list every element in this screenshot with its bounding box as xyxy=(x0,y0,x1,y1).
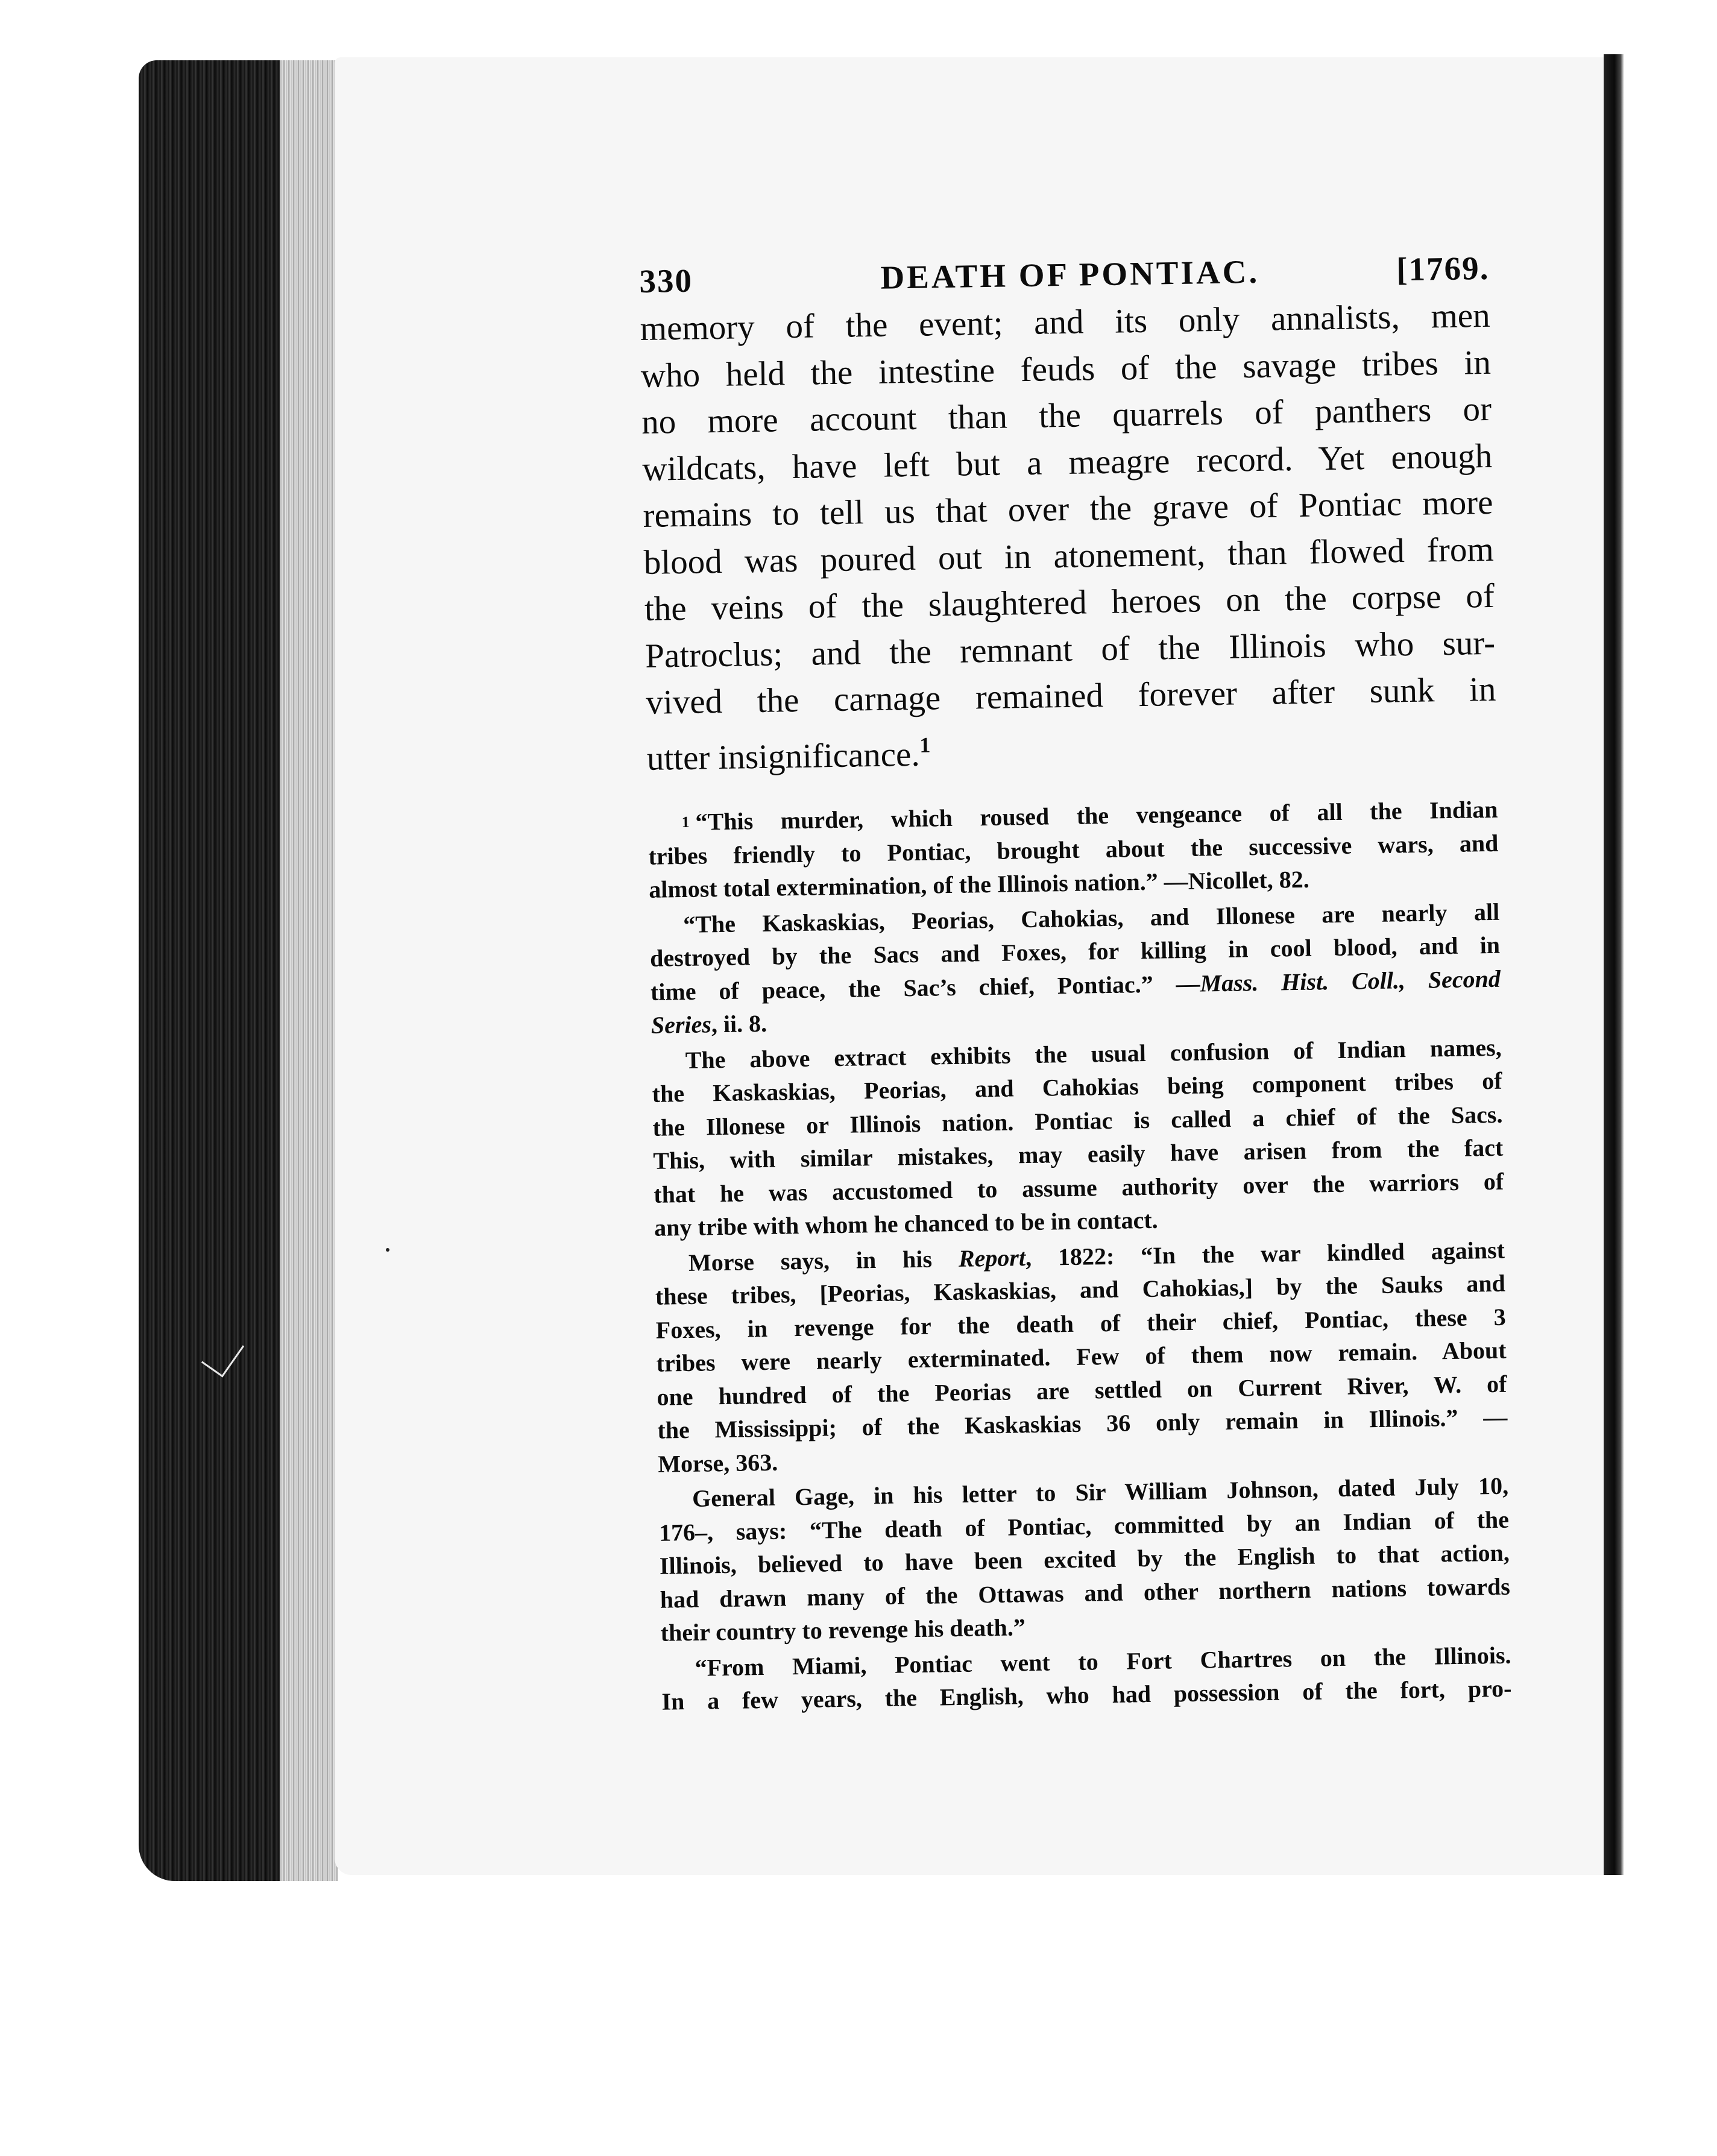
footnote-text: , 1822: “In the war kindled against xyxy=(1025,1236,1505,1271)
book-spine xyxy=(139,60,289,1881)
footnote-line: that he was accustomed to assume authority over the warriors of xyxy=(653,1167,1504,1208)
footnote-paragraph-4 xyxy=(655,1233,1508,1481)
footnote-line: these tribes, [Peorias, Kaskaskias, and Cahokias,] by the Sauks and xyxy=(655,1269,1506,1310)
page-number: 330 xyxy=(639,262,693,300)
footnote-line: 176–, says: “The death of Pontiac, committed by an Indian of the xyxy=(658,1505,1510,1546)
page-text xyxy=(639,249,1512,1720)
footnote-line: had drawn many of the Ottawas and other northern nations towards xyxy=(660,1572,1511,1613)
footnote-text: , ii. 8. xyxy=(711,1009,767,1038)
footnote-line: the Mississippi; of the Kaskaskias 36 only remain in Illinois.” — xyxy=(657,1403,1508,1444)
page-edges xyxy=(280,60,338,1881)
citation: Series xyxy=(651,1010,712,1039)
dust-speck xyxy=(386,1248,389,1252)
footnote-line: Illinois, believed to have been excited by the English to that action, xyxy=(659,1539,1510,1580)
footnote-line: “The Kaskaskias, Peorias, Cahokias, and Illonese are nearly all xyxy=(682,898,1500,938)
footnote-line: This, with similar mistakes, may easily have arisen from the fact xyxy=(653,1133,1504,1174)
body-line: wildcats, have left but a meagre record. Yet enough xyxy=(641,437,1493,488)
footnote-line: their country to revenge his death.” xyxy=(660,1613,1026,1647)
body-line: Patroclus; and the remnant of the Illinois who sur- xyxy=(644,623,1496,675)
footnote-line: General Gage, in his letter to Sir William Johnson, dated July 10, xyxy=(692,1472,1509,1512)
footnote-reference: 1 xyxy=(919,733,931,757)
citation: Report xyxy=(958,1243,1026,1272)
footnote-line: any tribe with whom he chanced to be in contact. xyxy=(654,1206,1158,1241)
footnote-line: Morse, 363. xyxy=(657,1448,778,1478)
facing-page xyxy=(1624,48,1717,1875)
body-line: memory of the event; and its only annalists, men xyxy=(640,296,1491,348)
body-paragraph xyxy=(640,292,1497,782)
footnote-line-text: “This murder, which roused the vengeance of all the Indian xyxy=(695,795,1498,836)
footnote-paragraph-3 xyxy=(651,1030,1504,1244)
body-line: no more account than the quarrels of panthers or xyxy=(641,389,1492,441)
footnote-line: one hundred of the Peorias are settled on Current River, W. of xyxy=(657,1370,1507,1411)
footnote-line: Foxes, in revenge for the death of their chief, Pontiac, these 3 xyxy=(655,1303,1506,1344)
footnote-line: “From Miami, Pontiac went to Fort Chartres on the Illinois. xyxy=(695,1641,1511,1682)
footnote-line: the Illonese or Illinois nation. Pontiac is called a chief of the Sacs. xyxy=(652,1100,1503,1141)
gutter-shadow xyxy=(1604,54,1624,1875)
footnotes xyxy=(647,793,1512,1718)
running-year: [1769. xyxy=(1396,249,1490,288)
footnote-paragraph-2 xyxy=(649,895,1501,1042)
footnote-line: almost total extermination, of the Illinois nation.” —Nicollet, 82. xyxy=(648,865,1310,903)
footnote-line: The above extract exhibits the usual confusion of Indian names, xyxy=(685,1033,1502,1074)
citation: Mass. Hist. Coll., Second xyxy=(1200,965,1501,997)
footnote-line: the Kaskaskias, Peorias, and Cahokias being component tribes of xyxy=(652,1067,1502,1108)
body-last-text: utter insignificance. xyxy=(646,735,921,778)
footnote-line: destroyed by the Sacs and Foxes, for killing in cool blood, and in xyxy=(649,931,1501,972)
footnote-marker: 1 xyxy=(681,813,690,831)
body-line: blood was poured out in atonement, than flowed from xyxy=(643,530,1495,582)
footnote-text: time of peace, the Sac’s chief, Pontiac.” — xyxy=(650,969,1200,1006)
running-title: DEATH OF PONTIAC. xyxy=(880,253,1260,296)
footnote-line: In a few years, the English, who had possession of the fort, pro- xyxy=(661,1674,1512,1715)
footnote-paragraph-5 xyxy=(658,1469,1511,1650)
footnote-line: tribes friendly to Pontiac, brought about the successive wars, and xyxy=(648,829,1499,870)
body-line: remains to tell us that over the grave of Pontiac more xyxy=(643,483,1493,535)
body-line: vived the carnage remained forever after sunk in xyxy=(645,670,1496,722)
footnote-line: tribes were nearly exterminated. Few of them now remain. About xyxy=(656,1336,1507,1377)
footnote-text: Morse says, in his xyxy=(688,1245,933,1276)
body-line: the veins of the slaughtered heroes on the corpse of xyxy=(644,576,1495,628)
body-line: who held the intestine feuds of the savage tribes in xyxy=(640,343,1492,395)
footnote-paragraph-6 xyxy=(661,1638,1512,1718)
footnote-paragraph-1 xyxy=(647,793,1499,907)
